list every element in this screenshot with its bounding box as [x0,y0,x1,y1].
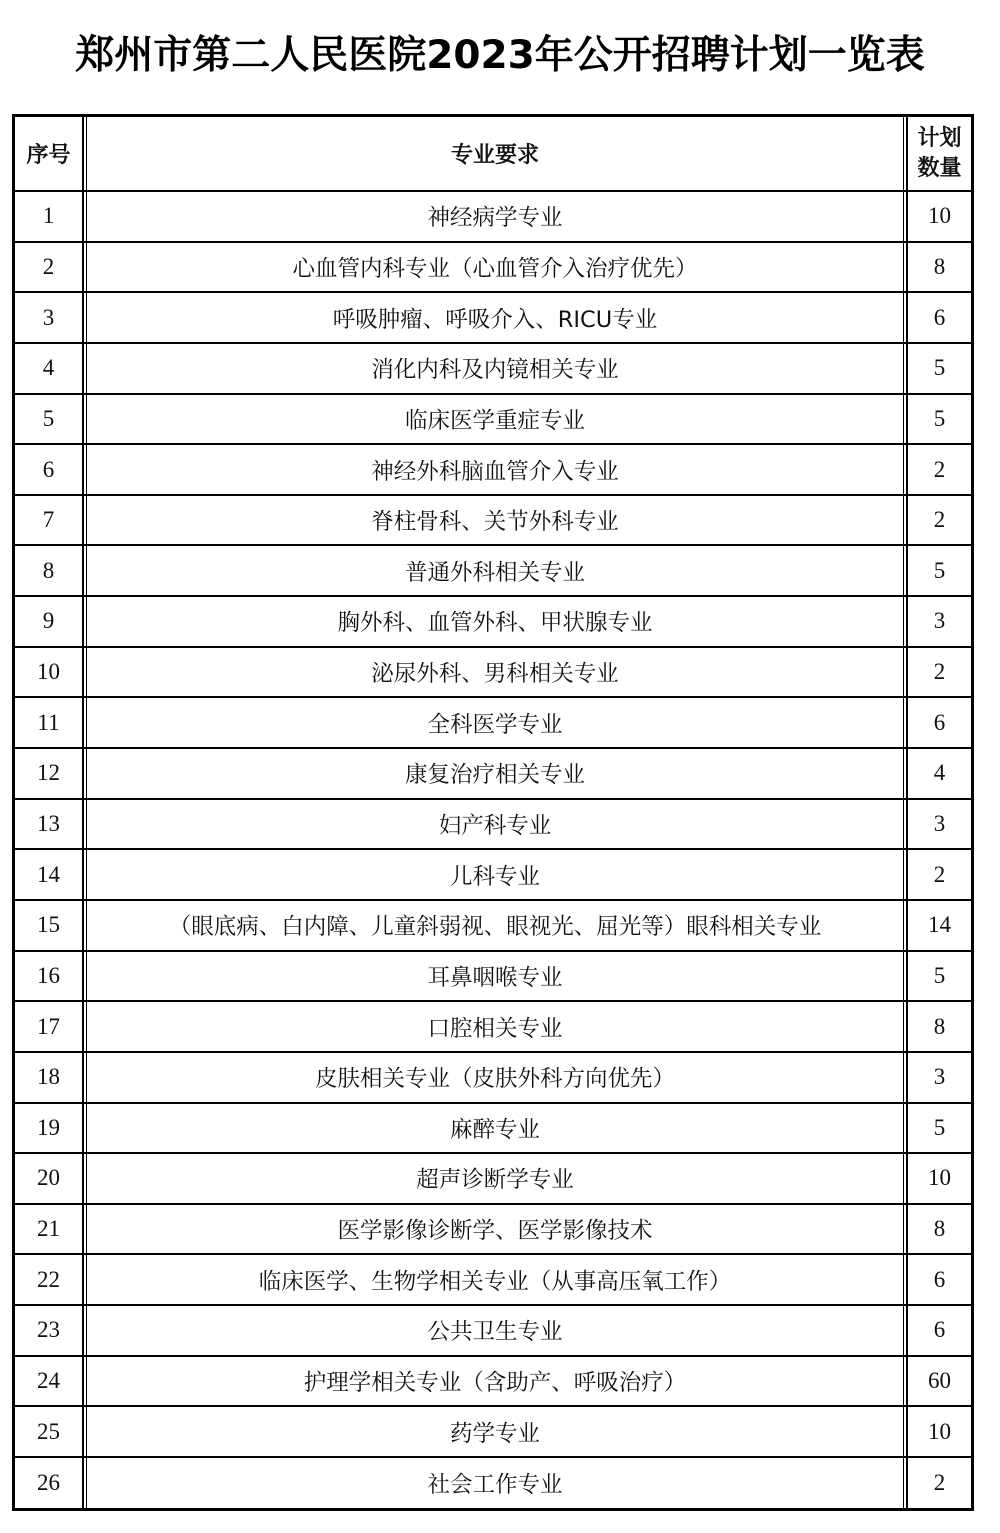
table-row [15,1457,971,1508]
planned-count-cell: 8 [907,1204,971,1255]
planned-count-cell: 10 [907,1406,971,1457]
table-row [15,1001,971,1052]
major-requirement-cell: 临床医学、生物学相关专业（从事高压氧工作） [83,1254,907,1305]
serial-number-cell: 25 [15,1406,83,1457]
table-row [15,799,971,850]
serial-number-cell: 18 [15,1052,83,1103]
major-requirement-cell: 社会工作专业 [83,1457,907,1508]
major-requirement-cell: 口腔相关专业 [83,1001,907,1052]
serial-number-cell: 8 [15,545,83,596]
major-requirement-cell: 呼吸肿瘤、呼吸介入、RICU专业 [83,292,907,343]
major-requirement-cell: 普通外科相关专业 [83,545,907,596]
table-row [15,242,971,293]
major-requirement-cell: 儿科专业 [83,849,907,900]
major-requirement-cell: 皮肤相关专业（皮肤外科方向优先） [83,1052,907,1103]
major-requirement-cell: 公共卫生专业 [83,1305,907,1356]
table-row [15,900,971,951]
table-row [15,1204,971,1255]
table-row [15,951,971,1002]
recruitment-table-container [12,114,974,1511]
serial-number-cell: 16 [15,951,83,1002]
planned-count-cell: 2 [907,647,971,698]
planned-count-cell: 6 [907,292,971,343]
major-requirement-cell: 脊柱骨科、关节外科专业 [83,495,907,546]
planned-count-cell: 60 [907,1356,971,1407]
serial-number-cell: 10 [15,647,83,698]
table-row [15,495,971,546]
serial-number-cell: 1 [15,191,83,242]
table-row [15,444,971,495]
planned-count-cell: 8 [907,1001,971,1052]
major-requirement-cell: 消化内科及内镜相关专业 [83,343,907,394]
planned-count-cell: 3 [907,596,971,647]
header-serial-number: 序号 [15,117,83,191]
major-requirement-cell: （眼底病、白内障、儿童斜弱视、眼视光、屈光等）眼科相关专业 [83,900,907,951]
serial-number-cell: 22 [15,1254,83,1305]
serial-number-cell: 15 [15,900,83,951]
serial-number-cell: 7 [15,495,83,546]
table-row [15,292,971,343]
serial-number-cell: 14 [15,849,83,900]
major-requirement-cell: 医学影像诊断学、医学影像技术 [83,1204,907,1255]
recruitment-plan-table [15,117,971,1508]
table-row [15,748,971,799]
serial-number-cell: 21 [15,1204,83,1255]
table-row [15,596,971,647]
planned-count-cell: 5 [907,951,971,1002]
planned-count-cell: 10 [907,1153,971,1204]
table-row [15,849,971,900]
major-requirement-cell: 胸外科、血管外科、甲状腺专业 [83,596,907,647]
planned-count-cell: 5 [907,545,971,596]
table-row [15,343,971,394]
major-requirement-cell: 全科医学专业 [83,697,907,748]
table-row [15,697,971,748]
table-header [15,117,971,191]
planned-count-cell: 10 [907,191,971,242]
planned-count-cell: 5 [907,1103,971,1154]
page-title: 郑州市第二人民医院2023年公开招聘计划一览表 [75,33,925,78]
planned-count-cell: 2 [907,849,971,900]
header-major-requirement: 专业要求 [83,117,907,191]
major-requirement-cell: 护理学相关专业（含助产、呼吸治疗） [83,1356,907,1407]
header-planned-count: 计划 数量 [907,117,971,191]
header-row [15,117,971,191]
serial-number-cell: 17 [15,1001,83,1052]
major-requirement-cell: 泌尿外科、男科相关专业 [83,647,907,698]
planned-count-cell: 2 [907,444,971,495]
serial-number-cell: 6 [15,444,83,495]
serial-number-cell: 5 [15,394,83,445]
major-requirement-cell: 耳鼻咽喉专业 [83,951,907,1002]
table-row [15,1052,971,1103]
table-row [15,394,971,445]
table-row [15,1406,971,1457]
table-row [15,1305,971,1356]
planned-count-cell: 6 [907,1254,971,1305]
planned-count-cell: 3 [907,799,971,850]
table-row [15,1103,971,1154]
serial-number-cell: 4 [15,343,83,394]
planned-count-cell: 8 [907,242,971,293]
serial-number-cell: 11 [15,697,83,748]
planned-count-cell: 2 [907,495,971,546]
serial-number-cell: 20 [15,1153,83,1204]
table-row [15,191,971,242]
serial-number-cell: 23 [15,1305,83,1356]
serial-number-cell: 13 [15,799,83,850]
planned-count-cell: 6 [907,697,971,748]
planned-count-cell: 2 [907,1457,971,1508]
table-body [15,191,971,1508]
planned-count-cell: 6 [907,1305,971,1356]
serial-number-cell: 3 [15,292,83,343]
major-requirement-cell: 麻醉专业 [83,1103,907,1154]
serial-number-cell: 24 [15,1356,83,1407]
major-requirement-cell: 药学专业 [83,1406,907,1457]
planned-count-cell: 14 [907,900,971,951]
major-requirement-cell: 超声诊断学专业 [83,1153,907,1204]
serial-number-cell: 26 [15,1457,83,1508]
serial-number-cell: 12 [15,748,83,799]
serial-number-cell: 9 [15,596,83,647]
table-row [15,1153,971,1204]
planned-count-cell: 3 [907,1052,971,1103]
table-row [15,545,971,596]
planned-count-cell: 5 [907,394,971,445]
major-requirement-cell: 康复治疗相关专业 [83,748,907,799]
table-row [15,1356,971,1407]
major-requirement-cell: 心血管内科专业（心血管介入治疗优先） [83,242,907,293]
major-requirement-cell: 妇产科专业 [83,799,907,850]
major-requirement-cell: 临床医学重症专业 [83,394,907,445]
planned-count-cell: 4 [907,748,971,799]
table-row [15,1254,971,1305]
serial-number-cell: 2 [15,242,83,293]
planned-count-cell: 5 [907,343,971,394]
major-requirement-cell: 神经外科脑血管介入专业 [83,444,907,495]
major-requirement-cell: 神经病学专业 [83,191,907,242]
serial-number-cell: 19 [15,1103,83,1154]
table-row [15,647,971,698]
